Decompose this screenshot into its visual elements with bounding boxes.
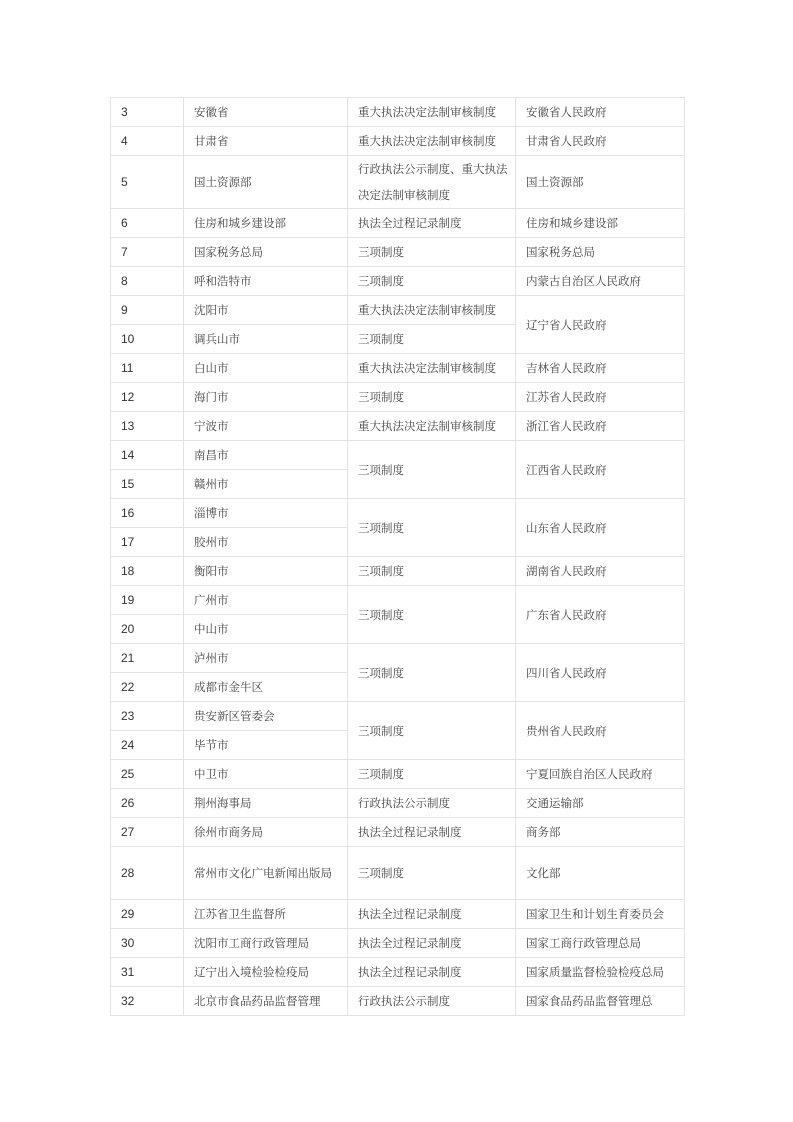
system-cell: 重大执法决定法制审核制度 <box>348 98 516 127</box>
row-number-cell: 32 <box>111 987 184 1016</box>
unit-cell: 江苏省卫生监督所 <box>184 900 348 929</box>
unit-cell: 毕节市 <box>184 731 348 760</box>
row-number-cell: 8 <box>111 267 184 296</box>
system-cell: 三项制度 <box>348 847 516 900</box>
table-row <box>111 900 685 929</box>
row-number-cell: 4 <box>111 127 184 156</box>
row-number-cell: 9 <box>111 296 184 325</box>
row-number-cell: 13 <box>111 412 184 441</box>
system-cell: 三项制度 <box>348 267 516 296</box>
system-cell: 执法全过程记录制度 <box>348 900 516 929</box>
row-number-cell: 18 <box>111 557 184 586</box>
table-row <box>111 98 685 127</box>
pilot-units-table <box>110 97 685 1016</box>
unit-cell: 辽宁出入境检验检疫局 <box>184 958 348 987</box>
unit-cell: 贵安新区管委会 <box>184 702 348 731</box>
unit-cell: 淄博市 <box>184 499 348 528</box>
row-number-cell: 3 <box>111 98 184 127</box>
table-row <box>111 586 685 615</box>
row-number-cell: 5 <box>111 156 184 209</box>
department-cell: 甘肃省人民政府 <box>516 127 685 156</box>
system-cell: 三项制度 <box>348 383 516 412</box>
row-number-cell: 19 <box>111 586 184 615</box>
system-cell: 三项制度 <box>348 499 516 557</box>
system-cell: 重大执法决定法制审核制度 <box>348 127 516 156</box>
table-row <box>111 127 685 156</box>
system-cell: 三项制度 <box>348 760 516 789</box>
unit-cell: 徐州市商务局 <box>184 818 348 847</box>
row-number-cell: 23 <box>111 702 184 731</box>
table-row <box>111 412 685 441</box>
department-cell: 国家工商行政管理总局 <box>516 929 685 958</box>
department-cell: 浙江省人民政府 <box>516 412 685 441</box>
department-cell: 贵州省人民政府 <box>516 702 685 760</box>
unit-cell: 荆州海事局 <box>184 789 348 818</box>
unit-cell: 北京市食品药品监督管理 <box>184 987 348 1016</box>
system-cell: 三项制度 <box>348 557 516 586</box>
department-cell: 四川省人民政府 <box>516 644 685 702</box>
system-cell: 行政执法公示制度、重大执法决定法制审核制度 <box>348 156 516 209</box>
table-row <box>111 789 685 818</box>
department-cell: 国土资源部 <box>516 156 685 209</box>
unit-cell: 常州市文化广电新闻出版局 <box>184 847 348 900</box>
unit-cell: 呼和浩特市 <box>184 267 348 296</box>
row-number-cell: 16 <box>111 499 184 528</box>
row-number-cell: 11 <box>111 354 184 383</box>
table-row <box>111 760 685 789</box>
system-cell: 三项制度 <box>348 325 516 354</box>
row-number-cell: 10 <box>111 325 184 354</box>
table-row <box>111 354 685 383</box>
unit-cell: 胶州市 <box>184 528 348 557</box>
system-cell: 执法全过程记录制度 <box>348 209 516 238</box>
unit-cell: 安徽省 <box>184 98 348 127</box>
unit-cell: 中山市 <box>184 615 348 644</box>
unit-cell: 调兵山市 <box>184 325 348 354</box>
system-cell: 执法全过程记录制度 <box>348 958 516 987</box>
table-row <box>111 209 685 238</box>
unit-cell: 宁波市 <box>184 412 348 441</box>
row-number-cell: 26 <box>111 789 184 818</box>
unit-cell: 泸州市 <box>184 644 348 673</box>
department-cell: 住房和城乡建设部 <box>516 209 685 238</box>
table-row <box>111 296 685 325</box>
department-cell: 内蒙古自治区人民政府 <box>516 267 685 296</box>
unit-cell: 甘肃省 <box>184 127 348 156</box>
unit-cell: 沈阳市 <box>184 296 348 325</box>
row-number-cell: 7 <box>111 238 184 267</box>
table-row <box>111 644 685 673</box>
department-cell: 湖南省人民政府 <box>516 557 685 586</box>
row-number-cell: 14 <box>111 441 184 470</box>
department-cell: 国家质量监督检验检疫总局 <box>516 958 685 987</box>
row-number-cell: 17 <box>111 528 184 557</box>
table-row <box>111 441 685 470</box>
row-number-cell: 21 <box>111 644 184 673</box>
table-row <box>111 557 685 586</box>
row-number-cell: 28 <box>111 847 184 900</box>
unit-cell: 国家税务总局 <box>184 238 348 267</box>
system-cell: 三项制度 <box>348 441 516 499</box>
system-cell: 执法全过程记录制度 <box>348 929 516 958</box>
table-body <box>111 98 685 1016</box>
unit-cell: 沈阳市工商行政管理局 <box>184 929 348 958</box>
system-cell: 重大执法决定法制审核制度 <box>348 412 516 441</box>
system-cell: 执法全过程记录制度 <box>348 818 516 847</box>
row-number-cell: 29 <box>111 900 184 929</box>
unit-cell: 赣州市 <box>184 470 348 499</box>
table-row <box>111 499 685 528</box>
table-row <box>111 987 685 1016</box>
system-cell: 三项制度 <box>348 644 516 702</box>
system-cell: 行政执法公示制度 <box>348 789 516 818</box>
row-number-cell: 27 <box>111 818 184 847</box>
system-cell: 三项制度 <box>348 702 516 760</box>
row-number-cell: 30 <box>111 929 184 958</box>
table-row <box>111 958 685 987</box>
row-number-cell: 22 <box>111 673 184 702</box>
system-cell: 三项制度 <box>348 238 516 267</box>
department-cell: 国家食品药品监督管理总 <box>516 987 685 1016</box>
table-row <box>111 847 685 900</box>
system-cell: 重大执法决定法制审核制度 <box>348 296 516 325</box>
department-cell: 山东省人民政府 <box>516 499 685 557</box>
row-number-cell: 20 <box>111 615 184 644</box>
table-row <box>111 702 685 731</box>
department-cell: 江西省人民政府 <box>516 441 685 499</box>
table-row <box>111 929 685 958</box>
table-row <box>111 383 685 412</box>
department-cell: 文化部 <box>516 847 685 900</box>
department-cell: 辽宁省人民政府 <box>516 296 685 354</box>
row-number-cell: 31 <box>111 958 184 987</box>
table-row <box>111 238 685 267</box>
department-cell: 吉林省人民政府 <box>516 354 685 383</box>
department-cell: 交通运输部 <box>516 789 685 818</box>
table-row <box>111 156 685 209</box>
unit-cell: 住房和城乡建设部 <box>184 209 348 238</box>
unit-cell: 白山市 <box>184 354 348 383</box>
unit-cell: 国土资源部 <box>184 156 348 209</box>
row-number-cell: 6 <box>111 209 184 238</box>
unit-cell: 南昌市 <box>184 441 348 470</box>
department-cell: 国家税务总局 <box>516 238 685 267</box>
system-cell: 行政执法公示制度 <box>348 987 516 1016</box>
department-cell: 安徽省人民政府 <box>516 98 685 127</box>
unit-cell: 广州市 <box>184 586 348 615</box>
department-cell: 商务部 <box>516 818 685 847</box>
unit-cell: 成都市金牛区 <box>184 673 348 702</box>
row-number-cell: 25 <box>111 760 184 789</box>
table-row <box>111 267 685 296</box>
department-cell: 国家卫生和计划生育委员会 <box>516 900 685 929</box>
table-row <box>111 818 685 847</box>
row-number-cell: 15 <box>111 470 184 499</box>
unit-cell: 衡阳市 <box>184 557 348 586</box>
department-cell: 江苏省人民政府 <box>516 383 685 412</box>
system-cell: 重大执法决定法制审核制度 <box>348 354 516 383</box>
row-number-cell: 24 <box>111 731 184 760</box>
unit-cell: 中卫市 <box>184 760 348 789</box>
unit-cell: 海门市 <box>184 383 348 412</box>
system-cell: 三项制度 <box>348 586 516 644</box>
row-number-cell: 12 <box>111 383 184 412</box>
department-cell: 广东省人民政府 <box>516 586 685 644</box>
department-cell: 宁夏回族自治区人民政府 <box>516 760 685 789</box>
